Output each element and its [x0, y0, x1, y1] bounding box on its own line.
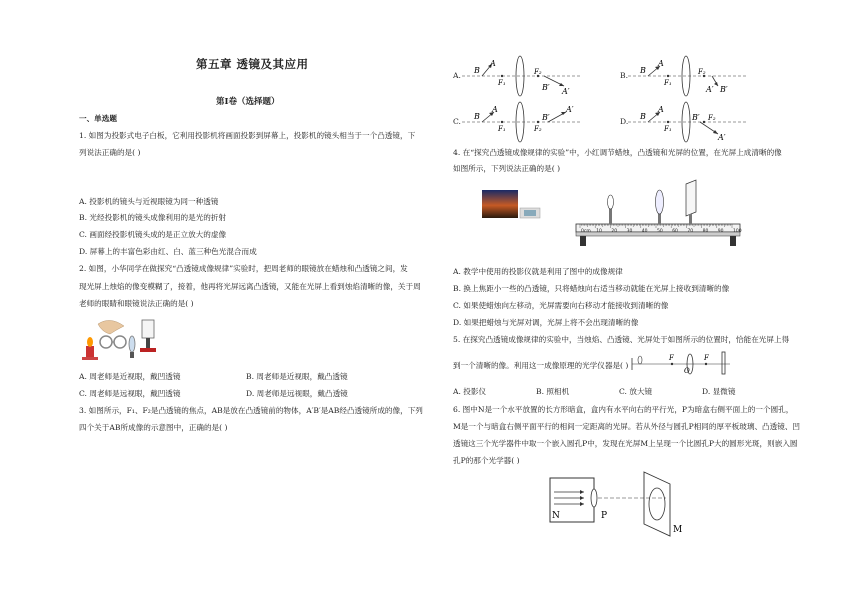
svg-text:B′: B′: [720, 85, 728, 94]
svg-text:A′: A′: [706, 85, 714, 94]
q4-option-b: B. 换上焦距小一些的凸透镜，只将蜡烛向右适当移动就能在光屏上接收到清晰的像: [453, 284, 730, 293]
q4-option-d: D. 如果把蜡烛与光屏对调，光屏上将不会出现清晰的像: [453, 318, 639, 327]
q5-stem-line-2: 到一个清晰的像。利用这一成像原理的光学仪器是( ): [453, 361, 629, 370]
q6-stem-line-4: 孔P的那个光学器( ): [453, 456, 520, 465]
svg-text:F₂: F₂: [698, 68, 706, 76]
q5-option-c: C. 放大镜: [619, 387, 653, 396]
ruler-label: 20: [611, 229, 618, 234]
q6-label-m: M: [673, 525, 683, 535]
q4-stem-line-1: 4. 在“探究凸透镜成像规律的实验”中，小红调节蜡烛，凸透镜和光屏的位置，在光屏上成清晰的像: [453, 148, 782, 157]
q2-option-d: D. 周老师是远视眼，戴凸透镜: [246, 389, 348, 398]
ruler-label: 10: [596, 229, 602, 234]
q6-diagram: [546, 468, 696, 540]
svg-text:A: A: [658, 59, 664, 68]
q1-option-a: A. 投影机的镜头与近视眼镜为同一种透镜: [79, 197, 219, 206]
q6-label-p: P: [601, 511, 608, 521]
q2-stem-line-1: 2. 如图，小华同学在做探究“凸透镜成像规律”实验时，把周老师的眼镜放在蜡烛和凸透镜之间，发: [79, 264, 408, 273]
q1-option-c: C. 画面经投影机镜头成的是正立放大的虚像: [79, 230, 227, 239]
q5-label-f-right: F: [704, 354, 709, 362]
q4-ruler-labels: [581, 229, 742, 237]
svg-text:B: B: [640, 66, 646, 75]
q3-option-a-label: A.: [453, 71, 461, 80]
q3-diagram-d: [628, 100, 748, 144]
q3a-label-b: B: [474, 66, 480, 75]
svg-text:F₁: F₁: [664, 79, 672, 87]
ruler-label: 70: [687, 229, 694, 234]
q6-label-n: N: [552, 511, 560, 521]
svg-text:B: B: [640, 112, 646, 121]
q3a-label-f2: F₂: [534, 68, 542, 76]
q1-option-b: B. 光经投影机的镜头成像利用的是光的折射: [79, 213, 227, 222]
svg-text:F₂: F₂: [708, 114, 716, 122]
svg-text:A′: A′: [566, 105, 574, 114]
q3-option-d-label: D.: [620, 117, 629, 126]
ruler-label: 0cm: [581, 229, 591, 234]
q3-stem-line-2: 四个关于AB所成像的示意图中，正确的是( ): [79, 423, 228, 432]
ruler-label: 50: [657, 229, 663, 234]
q1-option-d: D. 屏幕上的丰富色彩由红、白、蓝三种色光混合而成: [79, 247, 257, 256]
svg-text:F₁: F₁: [498, 125, 506, 133]
q3-option-c-label: C.: [453, 117, 461, 126]
q3a-label-b2: B′: [542, 83, 550, 92]
svg-text:A: A: [492, 105, 498, 114]
q6-stem-line-3: 透镜这三个光学器件中取一个嵌入圆孔P中，发现在光屏M上呈现一个比圆孔P大的圆形光斑，则嵌入圆: [453, 439, 798, 448]
ruler-label: 30: [626, 229, 633, 234]
page-title: 第五章 透镜及其应用: [196, 57, 309, 71]
q2-option-a: A. 周老师是近视眼，戴凹透镜: [79, 372, 181, 381]
q3-diagram-c: [462, 100, 582, 144]
svg-text:A: A: [658, 105, 664, 114]
q4-stem-line-2: 如图所示，下列说法正确的是( ): [453, 164, 561, 173]
ruler-label: 90: [717, 229, 724, 234]
q3-stem-line-1: 3. 如图所示，F₁、F₂是凸透镜的焦点，AB是放在凸透镜前的物体，A′B′是AB经凸透镜所成的像，下列: [79, 406, 423, 415]
q3a-label-f1: F₁: [498, 79, 506, 87]
section-heading: 一、单选题: [79, 114, 117, 123]
svg-text:B′: B′: [542, 113, 550, 122]
q2-option-c: C. 周老师是远视眼，戴凹透镜: [79, 389, 181, 398]
ruler-label: 100: [733, 229, 742, 234]
q5-option-b: B. 照相机: [536, 387, 570, 396]
svg-text:B′: B′: [692, 113, 700, 122]
q2-experiment-image: [80, 316, 162, 362]
q4-option-c: C. 如果使蜡烛向左移动，光屏需要向右移动才能接收到清晰的像: [453, 301, 669, 310]
svg-text:B: B: [474, 112, 480, 121]
svg-text:A′: A′: [718, 133, 726, 142]
ruler-label: 80: [702, 229, 709, 234]
q5-diagram: [626, 348, 732, 376]
q5-label-o: O: [684, 367, 690, 375]
q3-option-b-label: B.: [620, 71, 628, 80]
part-heading: 第I卷（选择题）: [216, 97, 280, 107]
q5-stem-line-1: 5. 在探究凸透镜成像规律的实验中，当烛焰、凸透镜、光屏处于如图所示的位置时，恰能在光屏上得: [453, 335, 790, 344]
q2-stem-line-2: 现光屏上烛焰的像变模糊了，接着，他再将光屏远离凸透镜，又能在光屏上看到烛焰清晰的像，关于周: [79, 282, 421, 291]
q5-label-f-left: F: [669, 354, 674, 362]
svg-text:F₂: F₂: [534, 125, 542, 133]
q4-optical-bench-image: [480, 178, 742, 248]
q2-option-b: B. 周老师是近视眼，戴凸透镜: [246, 372, 348, 381]
q5-option-d: D. 显微镜: [702, 387, 736, 396]
ruler-label: 40: [641, 229, 648, 234]
q3-diagram-b: [628, 54, 748, 98]
q4-option-a: A. 教学中使用的投影仪就是利用了图中的成像规律: [453, 267, 623, 276]
q6-stem-line-1: 6. 图中N是一个水平放置的长方形暗盒，盒内有水平向右的平行光，P为暗盒右侧平面上的一个圆孔，: [453, 405, 794, 414]
q2-stem-line-3: 老师的眼睛和眼镜说法正确的是( ): [79, 299, 194, 308]
q3a-label-a2: A′: [562, 87, 570, 96]
q5-option-a: A. 投影仪: [453, 387, 487, 396]
q3a-label-a: A: [490, 59, 496, 68]
q1-stem-line-2: 列说法正确的是( ): [79, 148, 141, 157]
q3-diagram-a: [462, 54, 582, 98]
q6-stem-line-2: M是一个与暗盒右侧平面平行的相间一定距离的光屏。若从外径与圆孔P相同的厚平板玻璃、凸透镜、凹: [453, 422, 801, 431]
svg-text:F₁: F₁: [664, 125, 672, 133]
ruler-label: 60: [672, 229, 678, 234]
q1-stem-line-1: 1. 如图为投影式电子白板，它利用投影机将画面投影到屏幕上，投影机的镜头相当于一个凸透镜，下: [79, 131, 416, 140]
